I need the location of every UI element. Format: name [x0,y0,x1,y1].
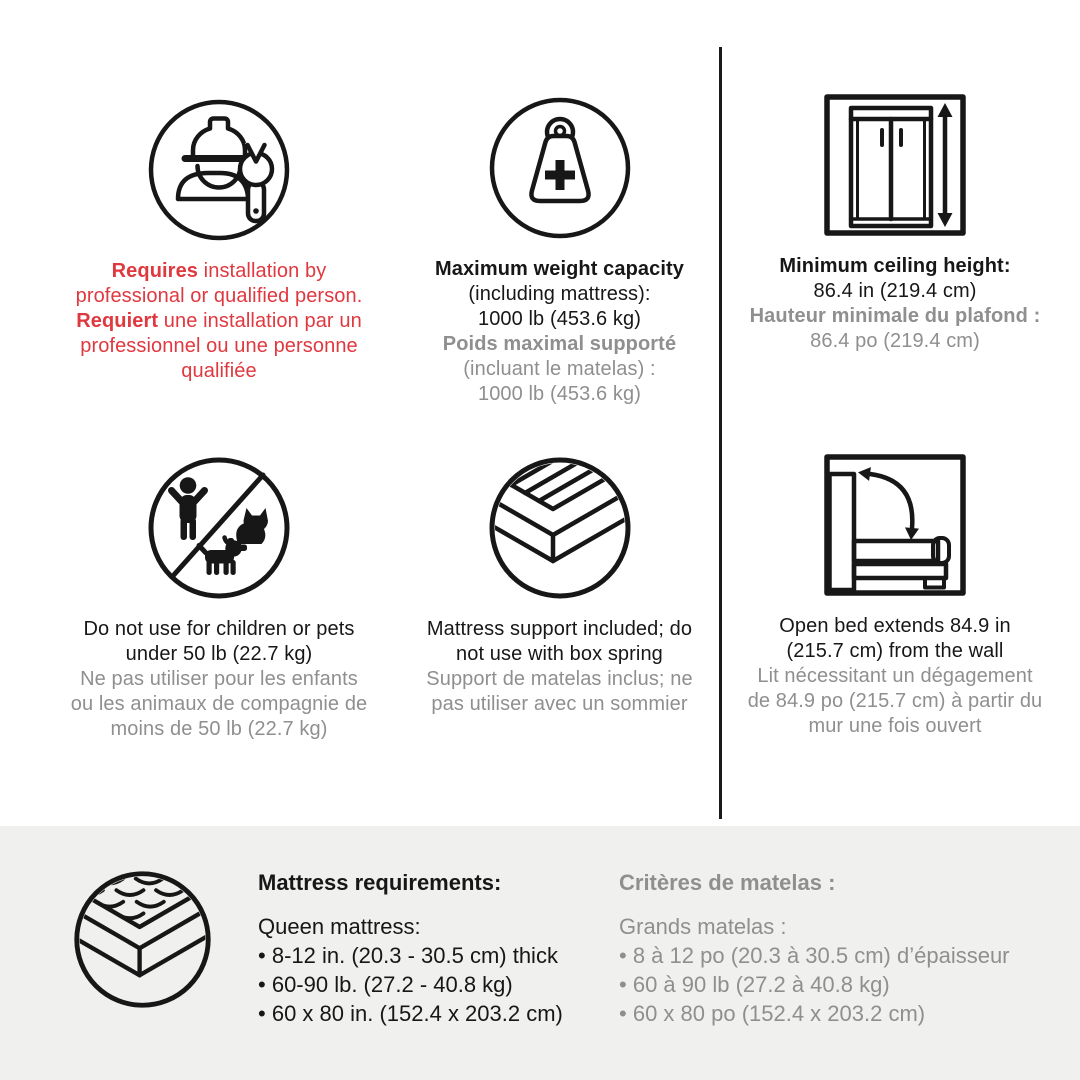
text-line: de 84.9 po (215.7 cm) à partir du [747,690,1043,712]
text-line: Mattress support included; do [426,618,693,640]
text-line: moins de 50 lb (22.7 kg) [110,718,328,740]
text-line: Maximum weight capacity [434,258,685,280]
subtitle-en: Queen mattress: [258,914,421,939]
panel-text [750,254,1041,354]
text-line: not use with box spring [456,643,663,665]
panel-text [426,617,692,717]
panel-installation [38,95,400,384]
panel-text [76,259,363,384]
ceiling-height-icon [820,90,970,240]
text-line: professionnel ou une personne [80,335,358,357]
no-children-pets-icon [144,453,294,603]
panel-text [435,257,684,407]
text-line: Support de matelas inclus; ne [426,668,693,690]
text-line: 86.4 po (219.4 cm) [810,330,980,352]
list-item: • 60 x 80 po (152.4 x 203.2 cm) [619,999,1059,1028]
list-item: • 60 x 80 in. (152.4 x 203.2 cm) [258,999,598,1028]
open-bed-icon [820,450,970,600]
text-line: 1000 lb (453.6 kg) [477,308,641,330]
text-line: (incluant le matelas) : [463,358,656,380]
text-line: (including mattress): [468,283,651,305]
text-line: qualifiée [181,360,257,382]
list-item: • 8-12 in. (20.3 - 30.5 cm) thick [258,941,598,970]
installer-icon [144,95,294,245]
text-line: professional or qualified person. [75,285,363,307]
text-line: mur une fois ouvert [808,715,982,737]
text-line: under 50 lb (22.7 kg) [125,643,313,665]
section-title-en: Mattress requirements: [258,870,502,895]
text-line: Requires installation by [111,260,327,282]
panel-open-bed [722,450,1068,739]
text-line: Lit nécessitant un dégagement [757,665,1033,687]
panel-mattress-support [402,453,717,717]
panel-no-children-pets [38,453,400,742]
subtitle-fr: Grands matelas : [619,914,787,939]
panel-weight-capacity [402,93,717,407]
slatted-support-icon [485,453,635,603]
text-line: 1000 lb (453.6 kg) [477,383,641,405]
text-line: 86.4 in (219.4 cm) [813,280,977,302]
text-line: Requiert une installation par un [76,310,362,332]
mattress-requirements-en [258,870,598,1028]
mattress-requirements-section [0,826,1080,1080]
list-item: • 60 à 90 lb (27.2 à 40.8 kg) [619,970,1059,999]
panel-ceiling-height [722,90,1068,354]
text-line: Poids maximal supporté [442,333,677,355]
list-item: • 8 à 12 po (20.3 à 30.5 cm) d’épaisseur [619,941,1059,970]
panel-text [748,614,1043,739]
text-line: Hauteur minimale du plafond : [749,305,1041,327]
mattress-icon [70,867,215,1012]
text-line: Open bed extends 84.9 in [779,615,1011,637]
text-line: ou les animaux de compagnie de [70,693,368,715]
text-line: Minimum ceiling height: [779,255,1011,277]
text-line: (215.7 cm) from the wall [786,640,1004,662]
section-title-fr: Critères de matelas : [619,870,836,895]
mattress-requirements-fr [619,870,1059,1028]
weight-icon [485,93,635,243]
text-line: Do not use for children or pets [83,618,355,640]
list-item: • 60-90 lb. (27.2 - 40.8 kg) [258,970,598,999]
text-line: Ne pas utiliser pour les enfants [80,668,358,690]
panel-text [71,617,368,742]
text-line: pas utiliser avec un sommier [431,693,688,715]
